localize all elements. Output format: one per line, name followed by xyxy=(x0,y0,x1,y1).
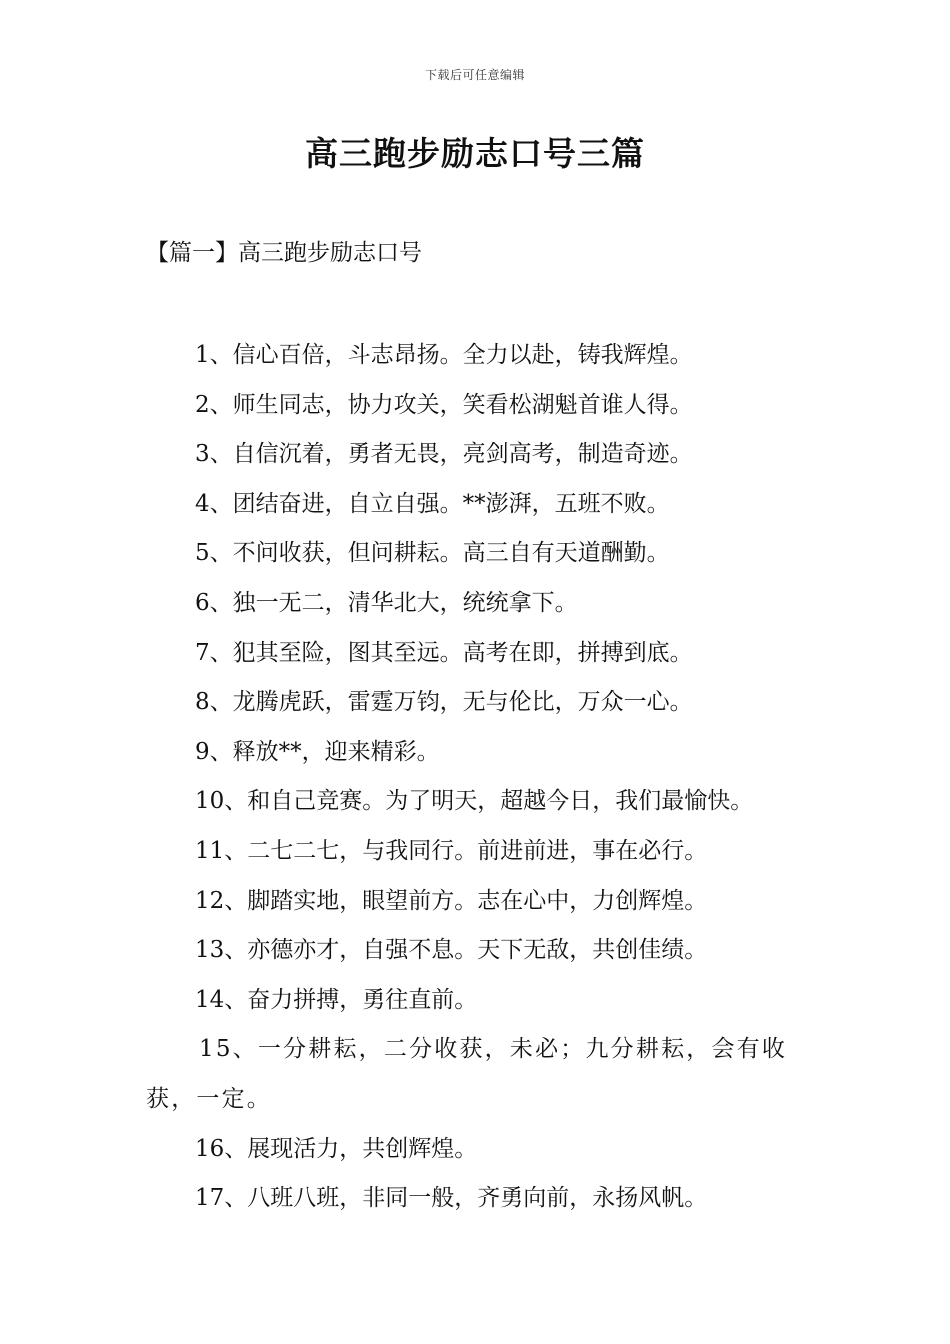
list-item: 8、龙腾虎跃，雷霆万钧，无与伦比，万众一心。 xyxy=(195,689,693,716)
list-item: 11、二七二七，与我同行。前进前进，事在必行。 xyxy=(195,837,708,864)
list-item: 6、独一无二，清华北大，统统拿下。 xyxy=(195,589,578,616)
document-title: 高三跑步励志口号三篇 xyxy=(305,134,645,173)
list-item: 17、八班八班，非同一般，齐勇向前，永扬风帆。 xyxy=(195,1185,708,1212)
list-item: 3、自信沉着，勇者无畏，亮剑高考，制造奇迹。 xyxy=(195,441,693,468)
header-note: 下载后可任意编辑 xyxy=(424,68,525,82)
list-item: 5、不问收获，但问耕耘。高三自有天道酬勤。 xyxy=(195,540,670,567)
list-item: 14、奋力拼搏，勇往直前。 xyxy=(195,986,478,1013)
list-item: 2、师生同志，协力攻关，笑看松湖魁首谁人得。 xyxy=(195,391,693,418)
list-item: 16、展现活力，共创辉煌。 xyxy=(195,1135,478,1162)
list-item: 7、犯其至险，图其至远。高考在即，拼搏到底。 xyxy=(195,639,693,666)
list-item: 4、团结奋进，自立自强。**澎湃，五班不败。 xyxy=(195,490,670,517)
list-item: 10、和自己竞赛。为了明天，超越今日，我们最愉快。 xyxy=(195,788,754,815)
list-item: 9、释放**，迎来精彩。 xyxy=(195,738,440,765)
list-item: 12、脚踏实地，眼望前方。志在心中，力创辉煌。 xyxy=(195,887,708,914)
section-heading: 【篇一】高三跑步励志口号 xyxy=(146,240,422,266)
list-item: 1、信心百倍，斗志昂扬。全力以赴，铸我辉煌。 xyxy=(195,342,693,368)
list-item: 15、一分耕耘，二分收获，未必；九分耕耘，会有收获，一定。 xyxy=(146,1036,788,1112)
slogan-list xyxy=(146,331,810,1224)
list-item: 13、亦德亦才，自强不息。天下无敌，共创佳绩。 xyxy=(195,937,708,964)
